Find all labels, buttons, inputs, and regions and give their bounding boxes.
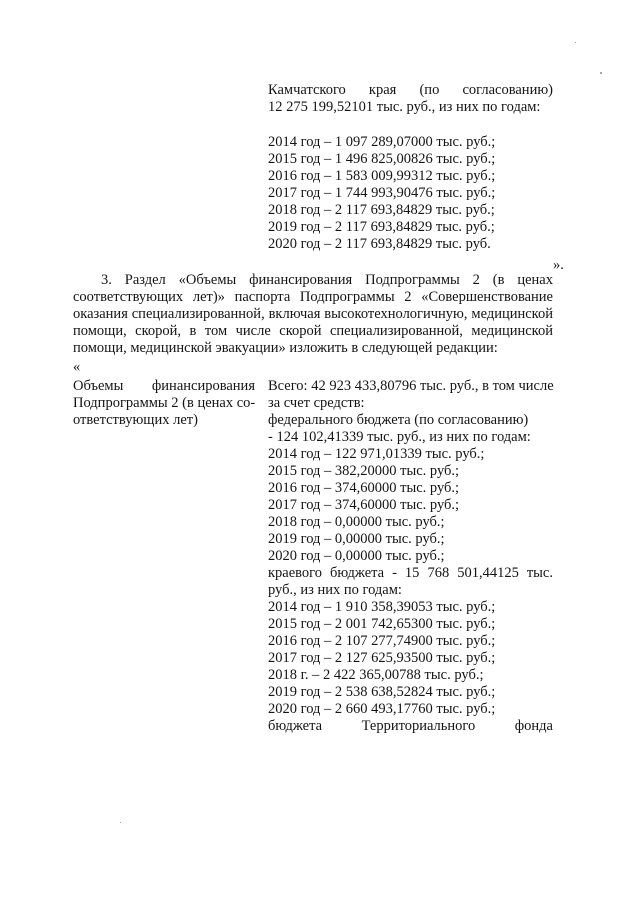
table-right-line-16: 2016 год – 2 107 277,74900 тыс. руб.; bbox=[268, 633, 496, 649]
top-line-1: Камчатского края (по согласованию) bbox=[268, 82, 553, 98]
table-right-line-19: 2019 год – 2 538 638,52824 тыс. руб.; bbox=[268, 684, 496, 700]
table-right-line-2: за счет средств: bbox=[268, 395, 365, 411]
scan-speck bbox=[600, 72, 602, 74]
top-year-2018: 2018 год – 2 117 693,84829 тыс. руб.; bbox=[268, 202, 495, 218]
table-right-line-13: руб., из них по годам: bbox=[268, 582, 402, 598]
table-right-line-17: 2017 год – 2 127 625,93500 тыс. руб.; bbox=[268, 650, 496, 666]
table-right-line-15: 2015 год – 2 001 742,65300 тыс. руб.; bbox=[268, 616, 496, 632]
table-left-line-3: ответствующих лет) bbox=[73, 412, 198, 428]
table-right-line-6: 2015 год – 382,20000 тыс. руб.; bbox=[268, 463, 460, 479]
section-3-line-2: соответствующих лет)» паспорта Подпрограммы 2 «Совершенствование bbox=[73, 289, 553, 305]
table-right-line-20: 2020 год – 2 660 493,17760 тыс. руб.; bbox=[268, 701, 496, 717]
top-line-2: 12 275 199,52101 тыс. руб., из них по годам: bbox=[268, 99, 541, 115]
table-left-line-1: Объемы финансирования bbox=[73, 378, 255, 394]
table-right-line-7: 2016 год – 374,60000 тыс. руб.; bbox=[268, 480, 460, 496]
section-3-line-3: оказания специализированной, включая высокотехнологичную, медицинской bbox=[73, 306, 553, 322]
top-year-2014: 2014 год – 1 097 289,07000 тыс. руб.; bbox=[268, 134, 496, 150]
table-right-line-5: 2014 год – 122 971,01339 тыс. руб.; bbox=[268, 446, 485, 462]
table-right-line-9: 2018 год – 0,00000 тыс. руб.; bbox=[268, 514, 445, 530]
top-year-2019: 2019 год – 2 117 693,84829 тыс. руб.; bbox=[268, 219, 495, 235]
top-year-2016: 2016 год – 1 583 009,99312 тыс. руб.; bbox=[268, 168, 496, 184]
closing-quote: ». bbox=[553, 257, 564, 273]
table-right-line-11: 2020 год – 0,00000 тыс. руб.; bbox=[268, 548, 445, 564]
top-year-2015: 2015 год – 1 496 825,00826 тыс. руб.; bbox=[268, 151, 496, 167]
table-right-line-18: 2018 г. – 2 422 365,00788 тыс. руб.; bbox=[268, 667, 484, 683]
table-left-line-2: Подпрограммы 2 (в ценах со- bbox=[73, 395, 256, 411]
top-year-2017: 2017 год – 1 744 993,90476 тыс. руб.; bbox=[268, 185, 496, 201]
scan-speck bbox=[120, 822, 121, 823]
table-right-line-21: бюджета Территориального фонда bbox=[268, 718, 553, 734]
top-year-2020: 2020 год – 2 117 693,84829 тыс. руб. bbox=[268, 236, 491, 252]
section-3-line-5: помощи, медицинской эвакуации» изложить в следующей редакции: bbox=[73, 340, 498, 356]
section-3-line-1: 3. Раздел «Объемы финансирования Подпрограммы 2 (в ценах bbox=[101, 272, 553, 288]
table-right-line-3: федерального бюджета (по согласованию) bbox=[268, 412, 529, 428]
section-3-line-4: помощи, скорой, в том числе скорой специализированной, медицинской bbox=[73, 323, 553, 339]
open-quote: « bbox=[73, 359, 81, 375]
scan-speck bbox=[575, 42, 576, 43]
table-right-line-1: Всего: 42 923 433,80796 тыс. руб., в том числе bbox=[268, 378, 554, 394]
table-right-line-10: 2019 год – 0,00000 тыс. руб.; bbox=[268, 531, 445, 547]
table-right-line-12: краевого бюджета - 15 768 501,44125 тыс. bbox=[268, 565, 553, 581]
table-right-line-8: 2017 год – 374,60000 тыс. руб.; bbox=[268, 497, 460, 513]
table-right-line-14: 2014 год – 1 910 358,39053 тыс. руб.; bbox=[268, 599, 496, 615]
table-right-line-4: - 124 102,41339 тыс. руб., из них по годам: bbox=[268, 429, 531, 445]
